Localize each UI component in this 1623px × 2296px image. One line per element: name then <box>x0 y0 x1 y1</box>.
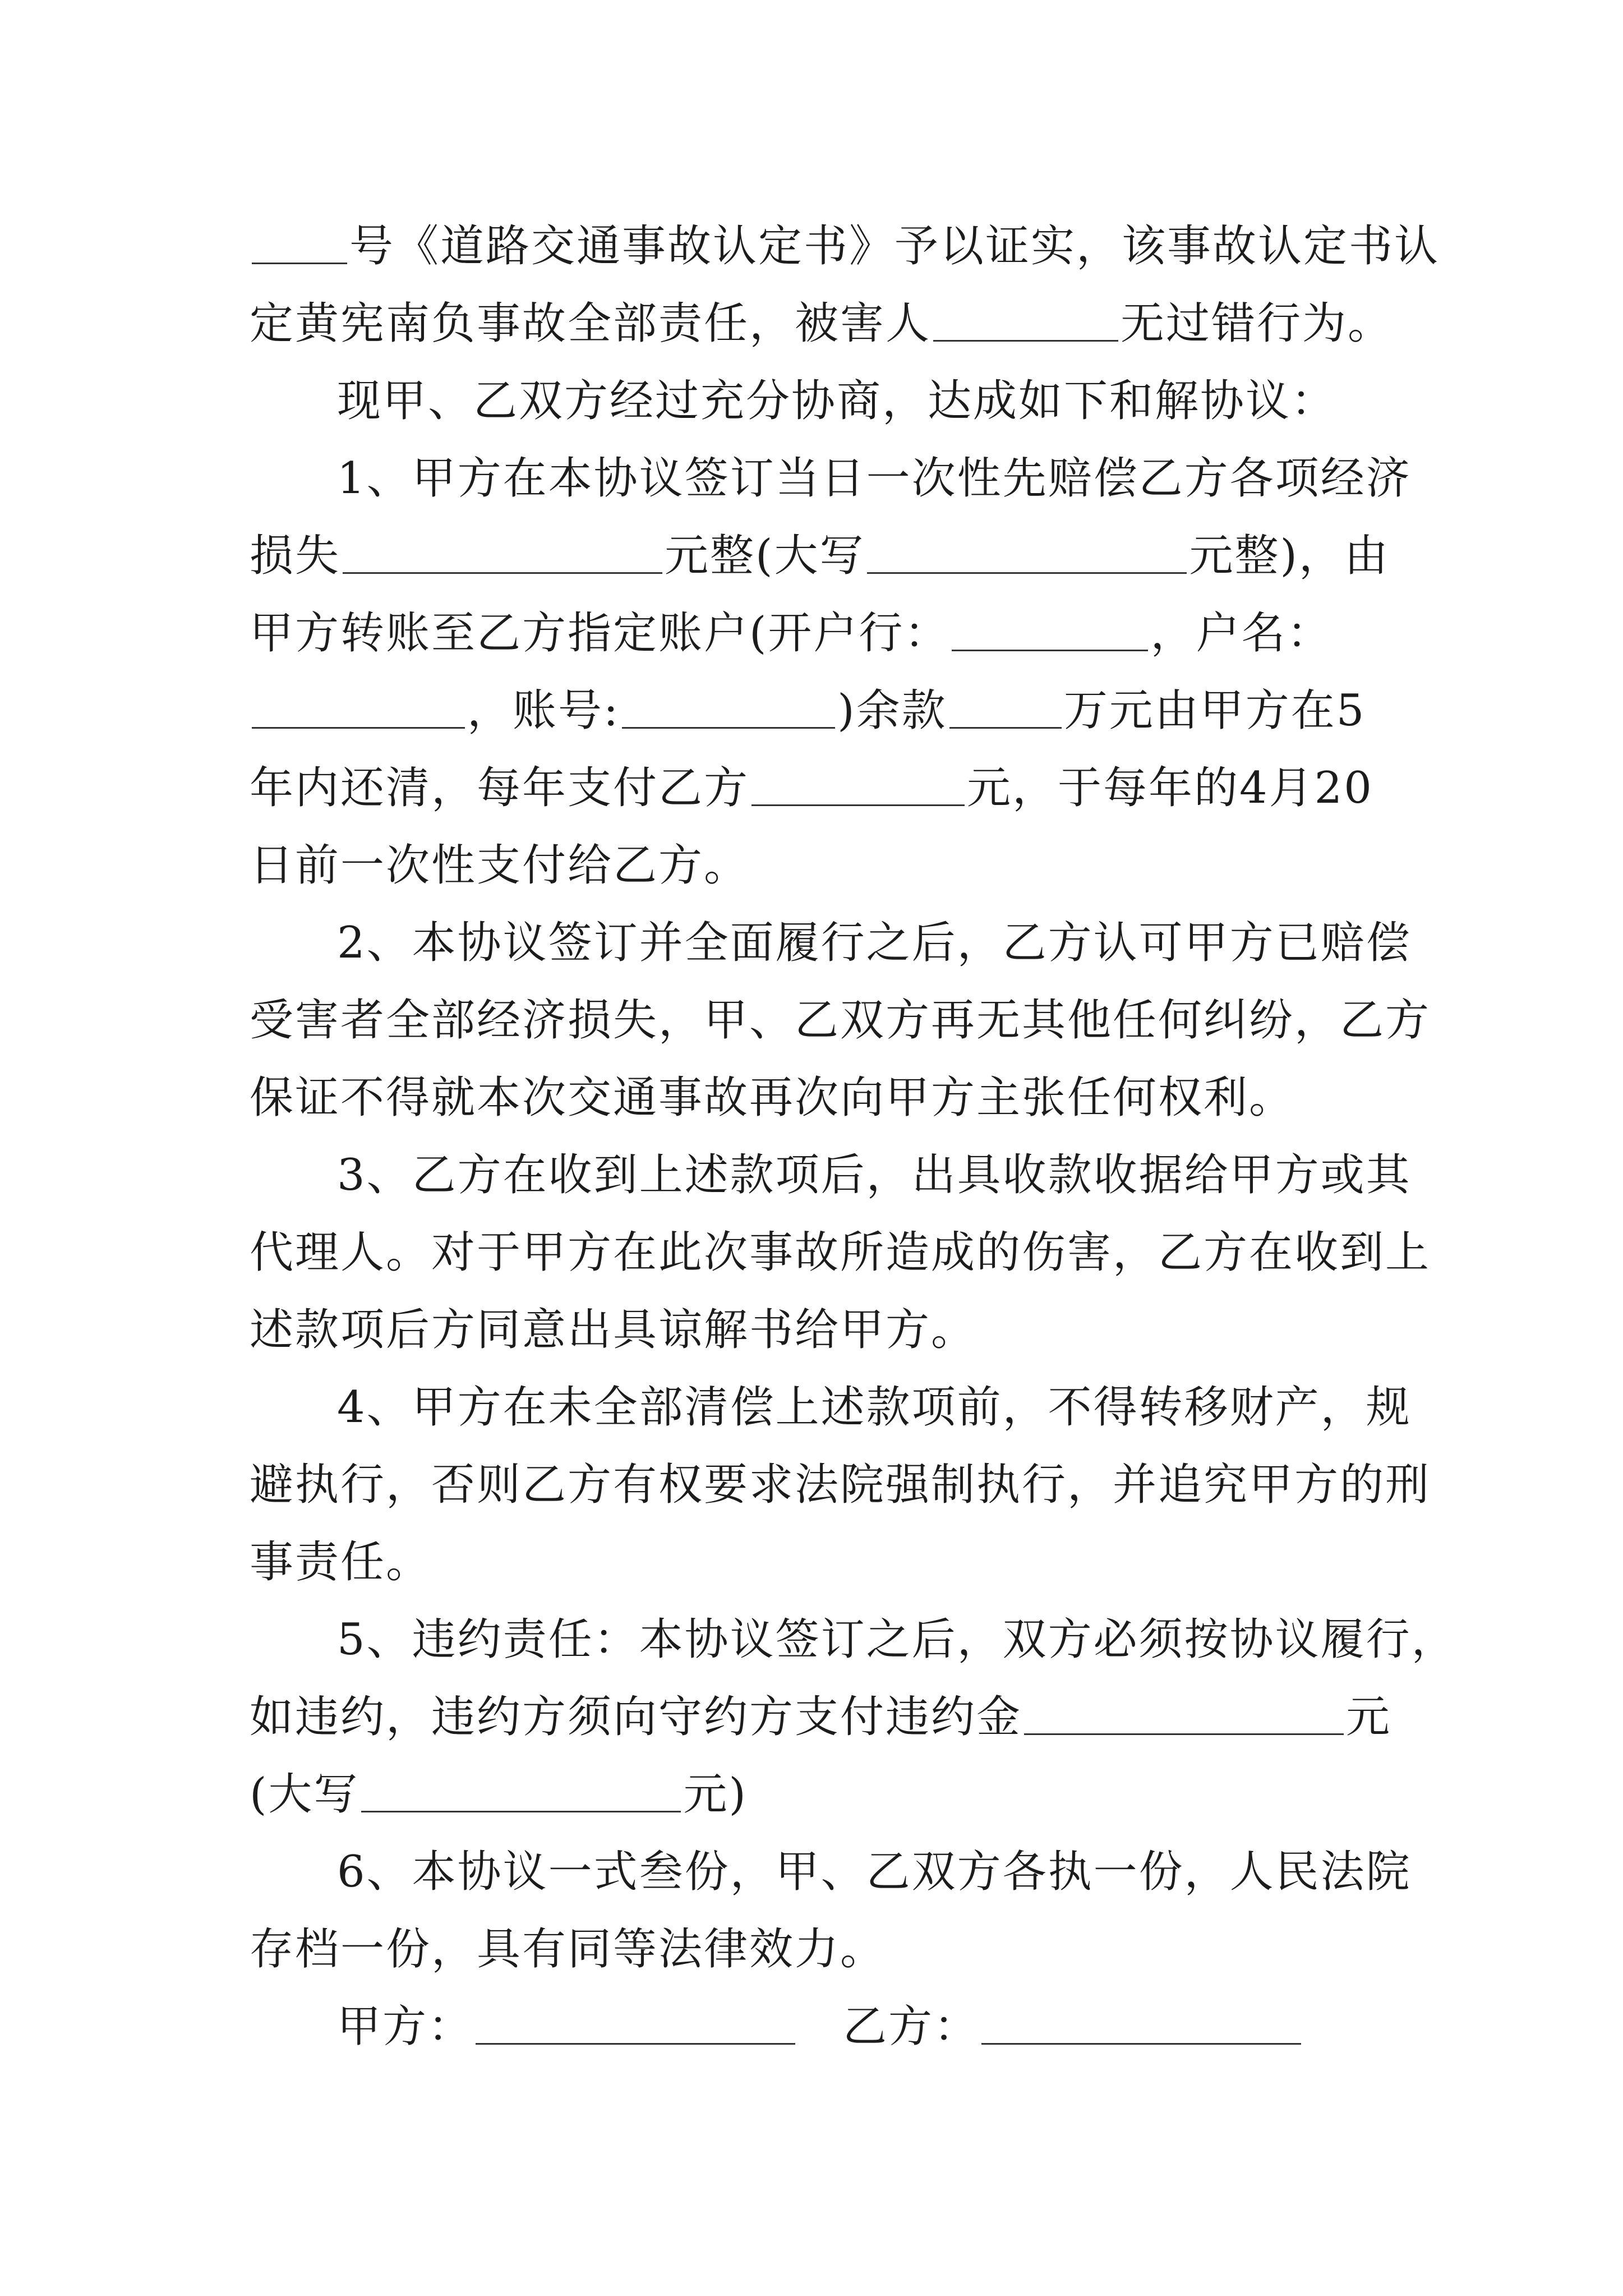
clause-6-heading <box>250 1833 1412 1911</box>
text-line <box>250 672 1377 749</box>
line-text: 事责任。 <box>250 1537 432 1588</box>
line-text: 存档一份，具有同等法律效力。 <box>250 1924 886 1975</box>
line-text: 3、乙方在收到上述款项后，出具收款收据给甲方或其 <box>337 1150 1412 1200</box>
party-a-label: 甲方： <box>337 2001 474 2052</box>
blank-line <box>867 537 1187 574</box>
text-line <box>250 1524 1377 1601</box>
line-text: (大写 <box>250 1769 359 1820</box>
line-text: 保证不得就本次交通事故再次向甲方主张任何权利。 <box>250 1073 1295 1123</box>
line-text: 4、甲方在未全部清偿上述款项前，不得转移财产，规 <box>337 1382 1412 1433</box>
clause-3-heading <box>250 1137 1412 1214</box>
line-text: )余款 <box>837 685 947 736</box>
agreement-body <box>250 208 1457 2065</box>
line-text: 元，于每年的4月20 <box>967 763 1373 813</box>
line-text: 2、本协议签订并全面履行之后，乙方认可甲方已赔偿 <box>337 918 1412 968</box>
blank-line <box>361 1776 681 1812</box>
party-a-signature-blank <box>476 2008 795 2045</box>
text-line <box>250 595 1377 672</box>
line-text: 定黄宪南负事故全部责任，被害人 <box>250 298 932 349</box>
text-line <box>250 1446 1431 1524</box>
line-text: 5、违约责任：本协议签订之后，双方必须按协议履行， <box>337 1614 1457 1665</box>
text-line <box>250 1756 1377 1833</box>
line-text: ，户名： <box>1150 608 1332 659</box>
line-text: 1、甲方在本协议签订当日一次性先赔偿乙方各项经济 <box>337 453 1412 504</box>
blank-line <box>949 692 1062 729</box>
line-text: 如违约，违约方须向守约方支付违约金 <box>250 1692 1022 1742</box>
text-line <box>250 1059 1377 1137</box>
clause-5-heading <box>250 1601 1457 1678</box>
line-text: 代理人。对于甲方在此次事故所造成的伤害，乙方在收到上 <box>250 1227 1431 1278</box>
text-line <box>250 517 1390 595</box>
blank-line <box>252 692 465 729</box>
clause-2-heading <box>250 904 1412 982</box>
line-text: 年内还清，每年支付乙方 <box>250 763 750 813</box>
blank-line <box>343 537 662 574</box>
line-text: 日前一次性支付给乙方。 <box>250 840 750 891</box>
text-line <box>250 1214 1431 1291</box>
line-text: 万元由甲方在5 <box>1063 685 1366 736</box>
text-line <box>250 827 1377 904</box>
text-line <box>250 208 1440 285</box>
line-text: ，账号: <box>467 685 620 736</box>
line-text: 述款项后方同意出具谅解书给甲方。 <box>250 1305 977 1355</box>
line-text: 损失 <box>250 531 341 581</box>
party-b-signature-blank <box>981 2008 1301 2045</box>
line-text: 6、本协议一式叁份，甲、乙双方各执一份，人民法院 <box>337 1847 1412 1897</box>
line-text: 元) <box>683 1769 748 1820</box>
line-text: 号《道路交通事故认定书》予以证实，该事故认定书认 <box>349 221 1440 272</box>
line-text: 避执行，否则乙方有权要求法院强制执行，并追究甲方的刑 <box>250 1460 1431 1510</box>
text-line <box>250 982 1431 1059</box>
clause-4-heading <box>250 1369 1412 1446</box>
party-b-label: 乙方： <box>797 2001 980 2052</box>
blank-line <box>751 770 965 806</box>
blank-line <box>1024 1699 1344 1735</box>
clause-1-heading <box>250 440 1412 517</box>
text-line <box>250 749 1377 827</box>
line-text: 元整(大写 <box>665 531 865 581</box>
line-text: 无过错行为。 <box>1121 298 1394 349</box>
line-text: 元整)，由 <box>1189 531 1390 581</box>
text-line <box>250 1911 1377 1988</box>
line-text: 元 <box>1346 1692 1392 1742</box>
line-text: 受害者全部经济损失，甲、乙双方再无其他任何纠纷，乙方 <box>250 995 1431 1046</box>
text-line <box>250 1678 1392 1756</box>
blank-line <box>952 615 1148 651</box>
line-text: 现甲、乙双方经过充分协商，达成如下和解协议： <box>337 376 1337 426</box>
text-line <box>250 285 1394 362</box>
blank-line <box>622 692 835 729</box>
signature-line <box>250 1988 1377 2065</box>
blank-line <box>933 305 1118 342</box>
text-line <box>250 1291 1377 1369</box>
text-line <box>250 362 1377 440</box>
blank-line <box>252 228 347 264</box>
line-text: 甲方转账至乙方指定账户(开户行： <box>250 608 950 659</box>
